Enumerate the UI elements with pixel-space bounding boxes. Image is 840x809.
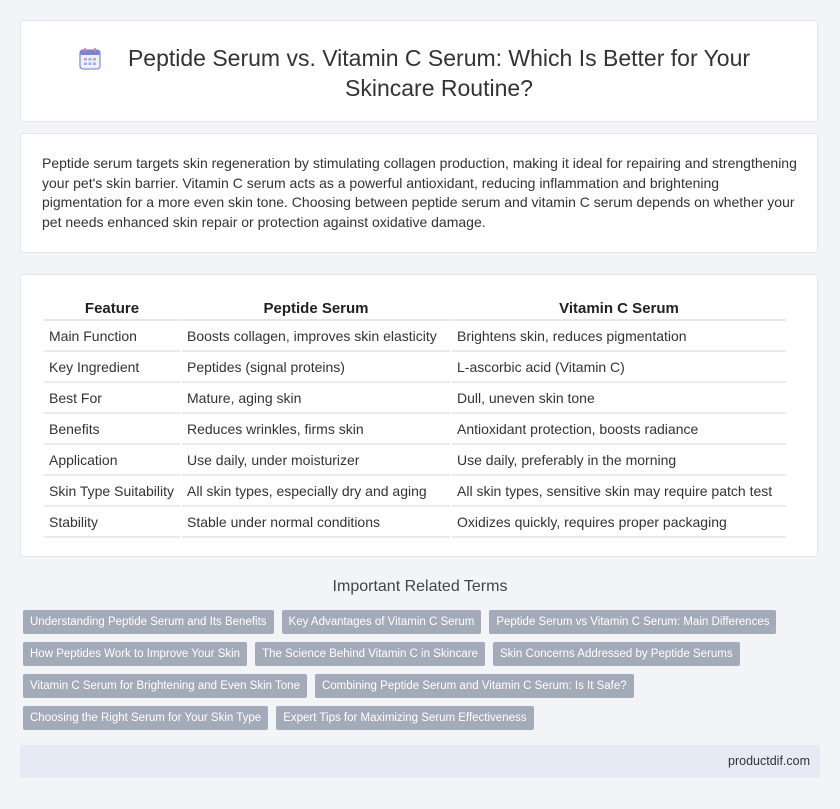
table-cell: All skin types, sensitive skin may require patch test bbox=[452, 476, 786, 507]
comparison-table bbox=[42, 294, 788, 538]
table-cell: Main Function bbox=[44, 321, 180, 352]
table-cell: Dull, uneven skin tone bbox=[452, 383, 786, 414]
site-link[interactable]: productdif.com bbox=[728, 754, 810, 768]
table-cell: Brightens skin, reduces pigmentation bbox=[452, 321, 786, 352]
related-term-link[interactable]: How Peptides Work to Improve Your Skin bbox=[23, 642, 247, 666]
related-term-link[interactable]: Understanding Peptide Serum and Its Benefits bbox=[23, 610, 274, 634]
table-cell: Stability bbox=[44, 507, 180, 538]
table-cell: L-ascorbic acid (Vitamin C) bbox=[452, 352, 786, 383]
table-row bbox=[44, 414, 786, 445]
table-cell: Boosts collagen, improves skin elasticity bbox=[182, 321, 450, 352]
related-terms-list bbox=[23, 610, 823, 738]
page-title: Peptide Serum vs. Vitamin C Serum: Which Is Better for Your Skincare Routine? bbox=[127, 45, 751, 101]
tag-row bbox=[23, 674, 823, 698]
table-cell: Peptides (signal proteins) bbox=[182, 352, 450, 383]
table-cell: Mature, aging skin bbox=[182, 383, 450, 414]
related-term-link[interactable]: Combining Peptide Serum and Vitamin C Serum: Is It Safe? bbox=[315, 674, 634, 698]
table-cell: Stable under normal conditions bbox=[182, 507, 450, 538]
column-header-peptide: Peptide Serum bbox=[182, 294, 450, 321]
table-row bbox=[44, 321, 786, 352]
table-row bbox=[44, 476, 786, 507]
table-cell: Use daily, under moisturizer bbox=[182, 445, 450, 476]
tag-row bbox=[23, 706, 823, 730]
table-cell: Oxidizes quickly, requires proper packaging bbox=[452, 507, 786, 538]
related-term-link[interactable]: Key Advantages of Vitamin C Serum bbox=[282, 610, 482, 634]
header-card bbox=[20, 20, 818, 122]
related-term-link[interactable]: The Science Behind Vitamin C in Skincare bbox=[255, 642, 485, 666]
comparison-card bbox=[20, 274, 818, 557]
table-cell: Application bbox=[44, 445, 180, 476]
related-term-link[interactable]: Vitamin C Serum for Brightening and Even Skin Tone bbox=[23, 674, 307, 698]
table-cell: Benefits bbox=[44, 414, 180, 445]
table-row bbox=[44, 352, 786, 383]
related-term-link[interactable]: Expert Tips for Maximizing Serum Effectiveness bbox=[276, 706, 533, 730]
footer bbox=[20, 745, 820, 778]
intro-text: Peptide serum targets skin regeneration by stimulating collagen production, making it ideal for repairing and strengthening your pet's skin barrier. Vitamin C serum acts as a powerful antioxidant, reducing inflammation and brightening pigmentation for a more even skin tone. Choosing between peptide serum and vitamin C serum depends on whether your pet needs enhanced skin repair or protection against oxidative damage. bbox=[42, 155, 797, 230]
table-cell: Skin Type Suitability bbox=[44, 476, 180, 507]
table-row bbox=[44, 507, 786, 538]
table-cell: Best For bbox=[44, 383, 180, 414]
related-terms-heading: Important Related Terms bbox=[332, 578, 508, 595]
column-header-feature: Feature bbox=[44, 294, 180, 321]
related-term-link[interactable]: Choosing the Right Serum for Your Skin Type bbox=[23, 706, 268, 730]
table-cell: All skin types, especially dry and aging bbox=[182, 476, 450, 507]
table-row bbox=[44, 383, 786, 414]
tag-row bbox=[23, 610, 823, 634]
table-header-row bbox=[44, 294, 786, 321]
table-cell: Antioxidant protection, boosts radiance bbox=[452, 414, 786, 445]
related-term-link[interactable]: Skin Concerns Addressed by Peptide Serums bbox=[493, 642, 740, 666]
tag-row bbox=[23, 642, 823, 666]
table-cell: Key Ingredient bbox=[44, 352, 180, 383]
table-cell: Use daily, preferably in the morning bbox=[452, 445, 786, 476]
intro-card bbox=[20, 133, 818, 253]
table-cell: Reduces wrinkles, firms skin bbox=[182, 414, 450, 445]
column-header-vitamin-c: Vitamin C Serum bbox=[452, 294, 786, 321]
table-row bbox=[44, 445, 786, 476]
related-term-link[interactable]: Peptide Serum vs Vitamin C Serum: Main Differences bbox=[489, 610, 776, 634]
